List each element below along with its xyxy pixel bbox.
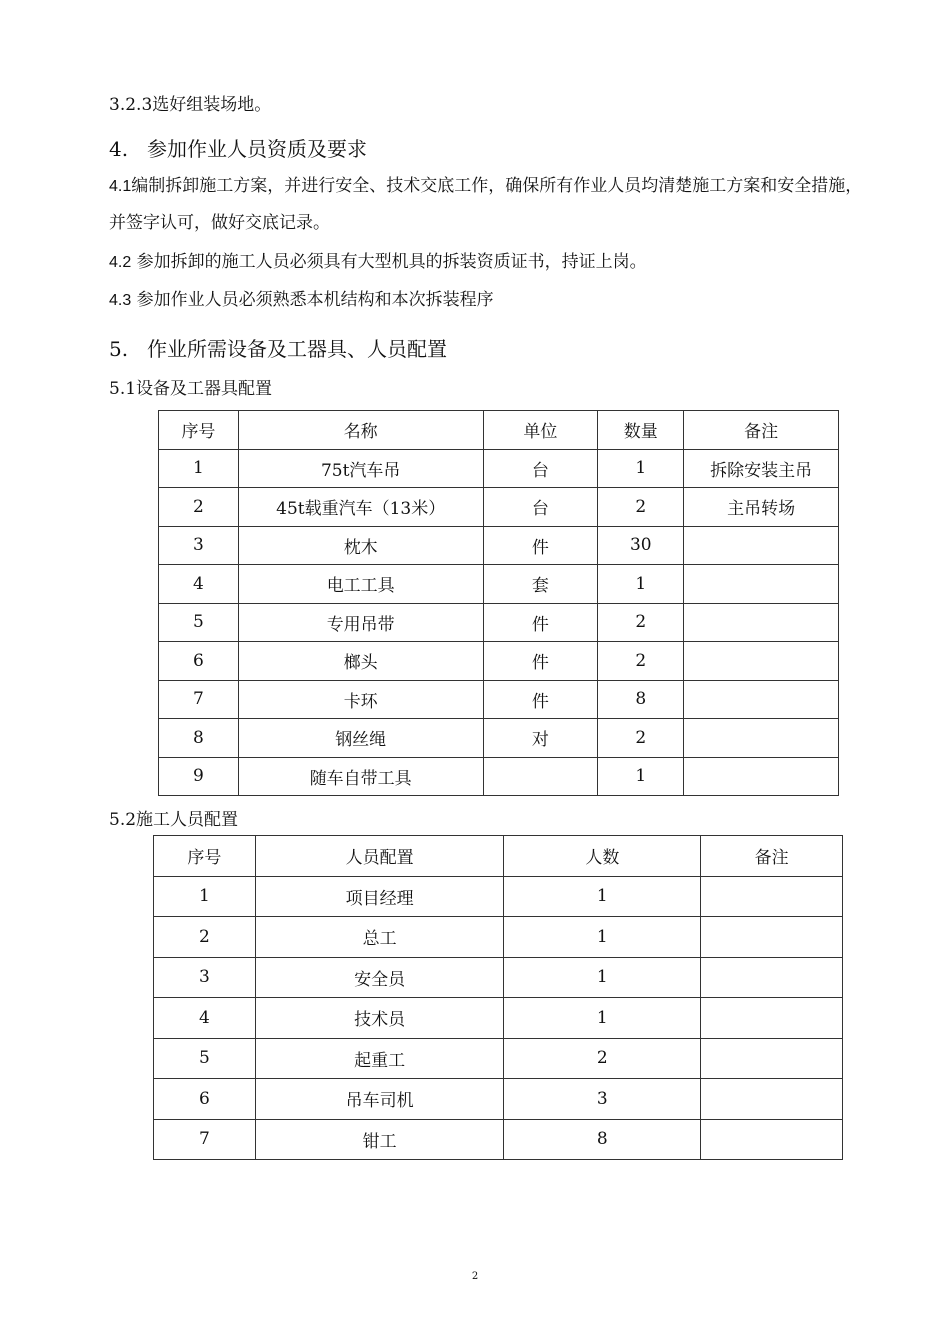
table-row (154, 998, 843, 1039)
table-row (159, 526, 839, 565)
item-4-1-number: 4.1 (109, 178, 132, 195)
table-row (159, 757, 839, 796)
table-cell: 6 (159, 642, 239, 681)
section-5-number: 5. (109, 337, 129, 361)
table-row (154, 1038, 843, 1079)
table-cell: 1 (598, 757, 684, 796)
table-cell: 5 (154, 1038, 256, 1079)
table-cell (701, 1119, 843, 1160)
table-cell: 2 (598, 719, 684, 758)
table-cell (701, 1038, 843, 1079)
personnel-caption: 5.2施工人员配置 (109, 810, 239, 830)
equipment-caption: 5.1设备及工器具配置 (109, 379, 273, 399)
section-4-heading (109, 133, 367, 162)
table-cell: 2 (154, 917, 256, 958)
table-cell: 6 (154, 1079, 256, 1120)
table-row (154, 1079, 843, 1120)
table-cell: 件 (483, 680, 598, 719)
table-cell: 电工工具 (238, 565, 483, 604)
table-cell (684, 719, 839, 758)
table-cell: 1 (598, 449, 684, 488)
table-cell (701, 876, 843, 917)
table-cell: 4 (154, 998, 256, 1039)
table-cell: 枕木 (238, 526, 483, 565)
table-cell: 8 (159, 719, 239, 758)
table-cell: 2 (598, 488, 684, 527)
table-cell (701, 1079, 843, 1120)
table-cell: 2 (504, 1038, 701, 1079)
table-cell: 随车自带工具 (238, 757, 483, 796)
table-cell: 1 (504, 917, 701, 958)
header-cell: 备注 (684, 411, 839, 450)
table-row (159, 719, 839, 758)
table-cell: 8 (598, 680, 684, 719)
item-4-1 (109, 168, 879, 241)
table-cell: 4 (159, 565, 239, 604)
table-row (159, 642, 839, 681)
table-cell (684, 526, 839, 565)
table-cell: 1 (504, 876, 701, 917)
table-row (154, 957, 843, 998)
table-row (154, 1119, 843, 1160)
page-number: 2 (471, 1271, 479, 1282)
table-cell: 75t汽车吊 (238, 449, 483, 488)
header-cell: 人数 (504, 836, 701, 877)
equipment-header-row (159, 411, 839, 450)
table-cell (684, 603, 839, 642)
section-4-title: 参加作业人员资质及要求 (147, 137, 367, 161)
table-cell: 1 (504, 998, 701, 1039)
table-cell: 卡环 (238, 680, 483, 719)
table-cell: 件 (483, 603, 598, 642)
item-4-1-text: 编制拆卸施工方案，并进行安全、技术交底工作，确保所有作业人员均清楚施工方案和安全措施，并签字认可，做好交底记录。 (109, 176, 863, 233)
table-cell: 套 (483, 565, 598, 604)
table-cell: 钳工 (255, 1119, 504, 1160)
table-cell: 2 (598, 642, 684, 681)
table-cell: 总工 (255, 917, 504, 958)
table-row (159, 603, 839, 642)
table-cell (684, 757, 839, 796)
personnel-header-row (154, 836, 843, 877)
table-row (159, 449, 839, 488)
table-cell: 对 (483, 719, 598, 758)
header-cell: 单位 (483, 411, 598, 450)
table-cell: 项目经理 (255, 876, 504, 917)
table-cell: 技术员 (255, 998, 504, 1039)
table-cell: 1 (154, 876, 256, 917)
table-cell: 主吊转场 (684, 488, 839, 527)
item-4-3-number: 4.3 (109, 292, 132, 309)
table-cell: 7 (159, 680, 239, 719)
table-cell: 2 (598, 603, 684, 642)
table-row (159, 488, 839, 527)
table-row (159, 680, 839, 719)
table-cell: 30 (598, 526, 684, 565)
table-cell: 7 (154, 1119, 256, 1160)
item-4-3 (109, 282, 879, 319)
table-cell: 9 (159, 757, 239, 796)
table-cell: 钢丝绳 (238, 719, 483, 758)
table-row (154, 876, 843, 917)
table-row (154, 917, 843, 958)
table-cell: 45t载重汽车（13米） (238, 488, 483, 527)
table-cell: 3 (154, 957, 256, 998)
table-cell: 1 (598, 565, 684, 604)
table-cell: 件 (483, 642, 598, 681)
table-cell (483, 757, 598, 796)
section-5-title: 作业所需设备及工器具、人员配置 (147, 337, 447, 361)
table-cell (684, 680, 839, 719)
header-cell: 名称 (238, 411, 483, 450)
table-cell (684, 642, 839, 681)
table-cell: 台 (483, 449, 598, 488)
table-cell: 3 (159, 526, 239, 565)
header-cell: 序号 (159, 411, 239, 450)
table-cell: 拆除安装主吊 (684, 449, 839, 488)
table-cell (701, 957, 843, 998)
header-cell: 人员配置 (255, 836, 504, 877)
item-4-3-text: 参加作业人员必须熟悉本机结构和本次拆装程序 (136, 290, 494, 310)
table-cell (701, 917, 843, 958)
item-4-2 (109, 244, 879, 281)
table-cell: 3 (504, 1079, 701, 1120)
table-cell: 8 (504, 1119, 701, 1160)
table-row (159, 565, 839, 604)
table-cell: 1 (159, 449, 239, 488)
table-cell: 2 (159, 488, 239, 527)
table-cell: 吊车司机 (255, 1079, 504, 1120)
header-cell: 序号 (154, 836, 256, 877)
section-4-number: 4. (109, 137, 129, 161)
table-cell (684, 565, 839, 604)
table-cell: 台 (483, 488, 598, 527)
table-cell (701, 998, 843, 1039)
table-cell: 件 (483, 526, 598, 565)
section-5-heading (109, 333, 447, 362)
table-cell: 5 (159, 603, 239, 642)
table-cell: 1 (504, 957, 701, 998)
header-cell: 数量 (598, 411, 684, 450)
personnel-table (153, 835, 843, 1160)
subsection-3-2-3: 3.2.3选好组装场地。 (109, 95, 272, 115)
table-cell: 起重工 (255, 1038, 504, 1079)
table-cell: 安全员 (255, 957, 504, 998)
item-4-2-text: 参加拆卸的施工人员必须具有大型机具的拆装资质证书，持证上岗。 (136, 252, 647, 272)
equipment-table (158, 410, 839, 796)
table-cell: 榔头 (238, 642, 483, 681)
table-cell: 专用吊带 (238, 603, 483, 642)
item-4-2-number: 4.2 (109, 254, 132, 271)
header-cell: 备注 (701, 836, 843, 877)
